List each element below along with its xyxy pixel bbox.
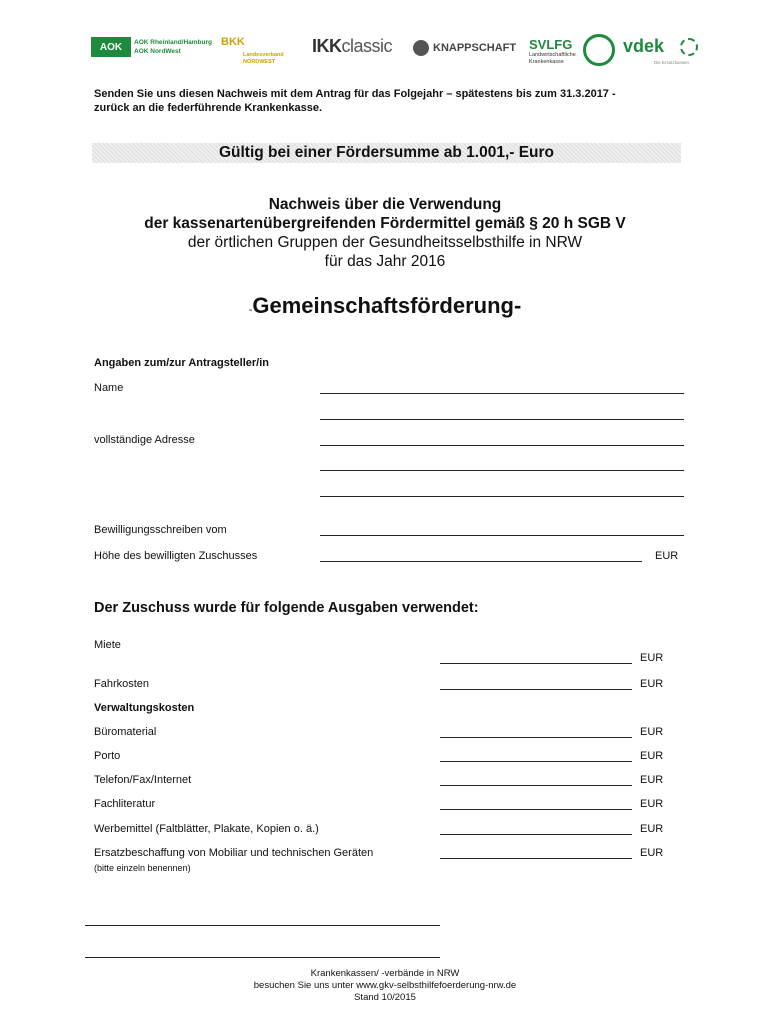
currency-label: EUR: [640, 678, 664, 690]
ikk-classic-logo: IKKclassic: [312, 36, 393, 56]
telecom-label: Telefon/Fax/Internet: [94, 774, 192, 786]
replacement-note: (bitte einzeln benennen): [94, 863, 191, 873]
knappschaft-icon: [413, 40, 429, 56]
itemization-field-line-1[interactable]: [85, 925, 440, 926]
literature-label: Fachliteratur: [94, 798, 156, 810]
vdek-subtitle: Die Ersatzkassen: [654, 60, 690, 65]
logo-bar: [88, 34, 708, 74]
address-field[interactable]: [320, 445, 684, 446]
knappschaft-logo: KNAPPSCHAFT: [413, 40, 516, 56]
rent-amount-field[interactable]: [440, 663, 632, 664]
submission-notice: Senden Sie uns diesen Nachweis mit dem Antrag für das Folgejahr – spätestens bis zum 31.3.2017 - zurück an die federführende Krankenkasse.: [94, 88, 616, 114]
name-field[interactable]: [320, 393, 684, 394]
replacement-amount-field[interactable]: [440, 858, 632, 859]
funding-type-heading: -Gemeinschaftsförderung-: [248, 293, 522, 318]
rent-label: Miete: [94, 639, 121, 651]
currency-label: EUR: [640, 726, 664, 738]
address-field-line-3[interactable]: [320, 496, 684, 497]
approval-letter-date-field[interactable]: [320, 535, 684, 536]
expenses-heading: Der Zuschuss wurde für folgende Ausgaben verwendet:: [94, 600, 479, 616]
svlfg-logo: SVLFG Landwirtschaftliche Krankenkasse: [529, 37, 576, 65]
replacement-label: Ersatzbeschaffung von Mobiliar und technischen Geräten: [94, 847, 374, 859]
literature-amount-field[interactable]: [440, 809, 632, 810]
name-field-line-2[interactable]: [320, 419, 684, 420]
svlfg-emblem-icon: [583, 34, 615, 66]
document-title: Nachweis über die Verwendung der kassenartenübergreifenden Fördermittel gemäß § 20 h SGB V der örtlichen Gruppen der Gesundheitsselbsthilfe in NRW für das Jahr 2016: [144, 196, 626, 270]
address-label: vollständige Adresse: [94, 434, 195, 446]
approval-letter-label: Bewilligungsschreiben vom: [94, 524, 227, 536]
name-label: Name: [94, 382, 124, 394]
advertising-label: Werbemittel (Faltblätter, Plakate, Kopien o. ä.): [94, 823, 319, 835]
applicant-heading: Angaben zum/zur Antragsteller/in: [94, 357, 270, 369]
validity-banner: Gültig bei einer Fördersumme ab 1.001,- Euro: [92, 143, 681, 163]
aok-logo: AOK: [91, 37, 131, 57]
vdek-emblem-icon: [680, 38, 698, 56]
currency-label: EUR: [640, 774, 664, 786]
granted-amount-field[interactable]: [320, 561, 642, 562]
itemization-field-line-2[interactable]: [85, 957, 440, 958]
admin-costs-heading: Verwaltungskosten: [94, 702, 195, 714]
address-field-line-2[interactable]: [320, 470, 684, 471]
office-supplies-amount-field[interactable]: [440, 737, 632, 738]
office-supplies-label: Büromaterial: [94, 726, 157, 738]
postage-amount-field[interactable]: [440, 761, 632, 762]
telecom-amount-field[interactable]: [440, 785, 632, 786]
advertising-amount-field[interactable]: [440, 834, 632, 835]
footer: Krankenkassen/ -verbände in NRW besuchen Sie uns unter www.gkv-selbsthilfefoerderung-nrw.de Stand 10/2015: [253, 968, 517, 1003]
granted-amount-label: Höhe des bewilligten Zuschusses: [94, 550, 258, 562]
currency-label: EUR: [640, 798, 664, 810]
travel-costs-label: Fahrkosten: [94, 678, 150, 690]
currency-label: EUR: [640, 847, 664, 859]
currency-label: EUR: [640, 823, 664, 835]
currency-label: EUR: [655, 550, 679, 562]
aok-logo-text: AOK Rheinland/Hamburg AOK NordWest: [134, 39, 213, 55]
currency-label: EUR: [640, 652, 664, 664]
vdek-logo: vdek: [623, 36, 665, 56]
postage-label: Porto: [94, 750, 121, 762]
bkk-logo: BKK Landesverband NORDWEST: [221, 36, 284, 65]
currency-label: EUR: [640, 750, 664, 762]
travel-costs-amount-field[interactable]: [440, 689, 632, 690]
